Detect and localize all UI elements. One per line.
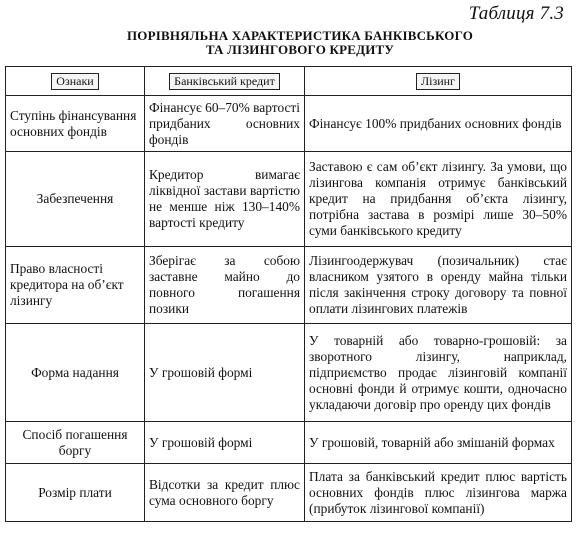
header-cell-features [6,67,145,96]
feature-cell: Забезпечення [6,152,145,247]
comparison-table [5,66,572,522]
leasing-cell: Фінансує 100% придбаних основних фондів [305,96,572,152]
table-row [6,152,572,247]
bank-credit-cell: Відсотки за кредит плюс сума основного боргу [145,464,305,522]
feature-cell: Ступінь фінансування основних фондів [6,96,145,152]
bank-credit-cell: Кредитор вимагає ліквідної застави вартістю не менше ніж 130–140% вартості кредиту [145,152,305,247]
feature-cell: Спосіб погашення боргу [6,422,145,464]
leasing-cell: Лізингоодержувач (позичальник) стає власником узятого в оренду майна тільки після закінчення строку договору та повної оплати лізингових платежів [305,247,572,324]
feature-cell: Форма надання [6,324,145,422]
table-number: Таблиця 7.3 [468,3,564,24]
feature-cell: Розмір плати [6,464,145,522]
table-row [6,464,572,522]
leasing-cell: У грошовій, товарній або змішаній формах [305,422,572,464]
bank-credit-cell: У грошовій формі [145,422,305,464]
leasing-cell: Заставою є сам об’єкт лізингу. За умови, що лізингова компанія отримує банківський кредит на придбання об’єкта лізингу, потрібна застава в розмірі лише 30–50% суми банківського кредиту [305,152,572,247]
leasing-cell: У товарній або товарно-грошовій: за зворотного лізингу, наприклад, підприємство продає лізинговій компанії основні фонди й отримує кошти, одночасно укладаючи договір про оренду цих фондів [305,324,572,422]
table-row [6,96,572,152]
header-label-leasing: Лізинг [416,73,460,90]
table-title-line-2: ТА ЛІЗИНГОВОГО КРЕДИТУ [205,42,395,57]
feature-cell: Право власності кредитора на об’єкт лізингу [6,247,145,324]
table-row [6,422,572,464]
header-cell-leasing [305,67,572,96]
bank-credit-cell: Зберігає за собою заставне майно до повного погашення позики [145,247,305,324]
bank-credit-cell: Фінансує 60–70% вартості придбаних основних фондів [145,96,305,152]
table-header-row [6,67,572,96]
table-title-line-1: ПОРІВНЯЛЬНА ХАРАКТЕРИСТИКА БАНКІВСЬКОГО [126,28,474,43]
table-row [6,247,572,324]
leasing-cell: Плата за банківський кредит плюс вартість основних фондів плюс лізингова маржа (прибуток лізингової компанії) [305,464,572,522]
table-title [100,29,500,57]
bank-credit-cell: У грошовій формі [145,324,305,422]
header-cell-bank-credit [145,67,305,96]
table-row [6,324,572,422]
header-label-features: Ознаки [51,73,98,90]
header-label-bank-credit: Банківський кредит [169,73,280,90]
